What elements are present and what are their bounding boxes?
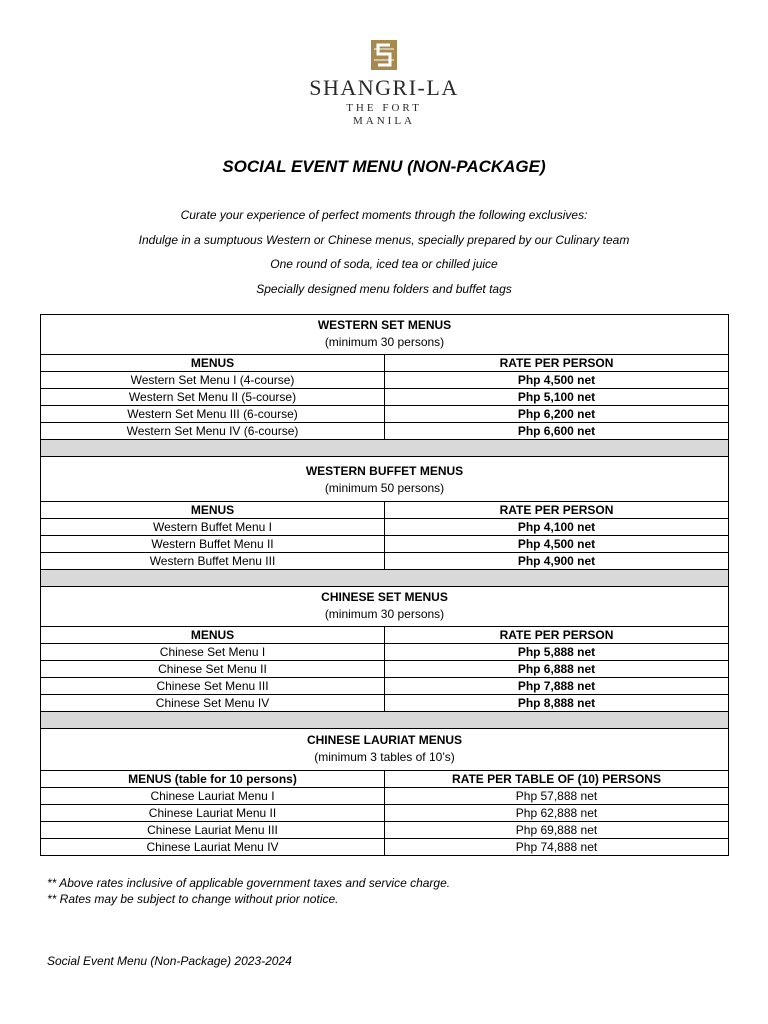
table-row: [41, 389, 729, 406]
table-row: [41, 406, 729, 423]
column-header-menus: MENUS: [41, 627, 385, 644]
menu-rate: Php 57,888 net: [385, 788, 729, 805]
intro-line: Indulge in a sumptuous Western or Chinese menus, specially prepared by our Culinary team: [138, 232, 630, 247]
column-header-menus: MENUS: [41, 502, 385, 519]
menu-name: Western Buffet Menu I: [41, 519, 385, 536]
section-header-cell: [41, 587, 729, 627]
menu-name: Western Set Menu II (5-course): [41, 389, 385, 406]
menu-name: Chinese Set Menu II: [41, 661, 385, 678]
menu-rate: Php 4,900 net: [385, 553, 729, 570]
table-row: [41, 423, 729, 440]
table-row: [41, 644, 729, 661]
footnote: ** Above rates inclusive of applicable government taxes and service charge.: [47, 876, 451, 890]
column-header-menus: MENUS (table for 10 persons): [41, 771, 385, 788]
menu-name: Chinese Lauriat Menu I: [41, 788, 385, 805]
table-row: [41, 661, 729, 678]
section-header-cell: [41, 457, 729, 502]
section-header: [41, 587, 729, 627]
table-row: [41, 678, 729, 695]
section-divider: [41, 712, 729, 729]
menu-rate: Php 8,888 net: [385, 695, 729, 712]
section-header: [41, 315, 729, 355]
divider-cell: [41, 570, 729, 587]
section-title: WESTERN SET MENUS: [317, 318, 452, 332]
intro-line: One round of soda, iced tea or chilled juice: [270, 257, 498, 271]
table-row: [41, 372, 729, 389]
section-subtitle: (minimum 30 persons): [324, 335, 445, 349]
menu-rate: Php 4,500 net: [385, 536, 729, 553]
table-row: [41, 536, 729, 553]
section-subtitle: (minimum 30 persons): [324, 607, 445, 621]
menu-name: Western Set Menu I (4-course): [41, 372, 385, 389]
table-row: [41, 822, 729, 839]
section-divider: [41, 440, 729, 457]
table-row: [41, 695, 729, 712]
menu-rate: Php 6,200 net: [385, 406, 729, 423]
table-row: [41, 839, 729, 856]
footnotes: [47, 875, 450, 907]
section-subtitle: (minimum 50 persons): [324, 481, 445, 495]
menu-name: Chinese Lauriat Menu III: [41, 822, 385, 839]
section-header-cell: [41, 315, 729, 355]
table-row: [41, 805, 729, 822]
menu-rate: Php 6,888 net: [385, 661, 729, 678]
column-header-row: [41, 771, 729, 788]
table-row: [41, 553, 729, 570]
section-header: [41, 457, 729, 502]
menu-rate: Php 5,100 net: [385, 389, 729, 406]
page-footer: Social Event Menu (Non-Package) 2023-2024: [47, 954, 292, 968]
column-header-menus: MENUS: [41, 355, 385, 372]
section-title: CHINESE SET MENUS: [321, 590, 448, 604]
menu-name: Western Buffet Menu II: [41, 536, 385, 553]
menu-name: Western Set Menu III (6-course): [41, 406, 385, 423]
section-header-cell: [41, 729, 729, 771]
column-header-row: [41, 355, 729, 372]
menu-name: Chinese Set Menu III: [41, 678, 385, 695]
column-header-row: [41, 627, 729, 644]
intro-text: [0, 203, 768, 301]
menu-name: Western Set Menu IV (6-course): [41, 423, 385, 440]
table-row: [41, 519, 729, 536]
section-subtitle: (minimum 3 tables of 10’s): [314, 750, 455, 764]
menu-name: Chinese Set Menu IV: [41, 695, 385, 712]
menu-rate: Php 7,888 net: [385, 678, 729, 695]
menu-name: Chinese Lauriat Menu II: [41, 805, 385, 822]
brand-location-line1: THE FORT: [346, 102, 422, 114]
footnote: ** Rates may be subject to change without prior notice.: [47, 892, 339, 906]
menu-name: Chinese Set Menu I: [41, 644, 385, 661]
menu-rate: Php 5,888 net: [385, 644, 729, 661]
column-header-rate: RATE PER PERSON: [385, 502, 729, 519]
menu-rate: Php 69,888 net: [385, 822, 729, 839]
intro-line: Curate your experience of perfect moments through the following exclusives:: [180, 208, 588, 222]
menu-name: Western Buffet Menu III: [41, 553, 385, 570]
menu-rate: Php 62,888 net: [385, 805, 729, 822]
table-row: [41, 788, 729, 805]
divider-cell: [41, 440, 729, 457]
menu-name: Chinese Lauriat Menu IV: [41, 839, 385, 856]
menu-rate: Php 4,100 net: [385, 519, 729, 536]
divider-cell: [41, 712, 729, 729]
menu-rates-table: [40, 314, 729, 856]
menu-rate: Php 4,500 net: [385, 372, 729, 389]
menu-rate: Php 74,888 net: [385, 839, 729, 856]
brand-name: SHANGRI-LA: [309, 75, 459, 100]
shangri-la-emblem-icon: [371, 40, 397, 70]
column-header-row: [41, 502, 729, 519]
column-header-rate: RATE PER PERSON: [385, 627, 729, 644]
section-title: WESTERN BUFFET MENUS: [305, 464, 464, 478]
section-header: [41, 729, 729, 771]
section-title: CHINESE LAURIAT MENUS: [306, 733, 463, 747]
section-divider: [41, 570, 729, 587]
page-title: SOCIAL EVENT MENU (NON-PACKAGE): [222, 157, 546, 176]
column-header-rate: RATE PER TABLE OF (10) PERSONS: [385, 771, 729, 788]
menu-rate: Php 6,600 net: [385, 423, 729, 440]
column-header-rate: RATE PER PERSON: [385, 355, 729, 372]
brand-location-line2: MANILA: [353, 115, 415, 127]
intro-line: Specially designed menu folders and buffet tags: [256, 281, 512, 296]
hotel-logo: [0, 40, 768, 128]
